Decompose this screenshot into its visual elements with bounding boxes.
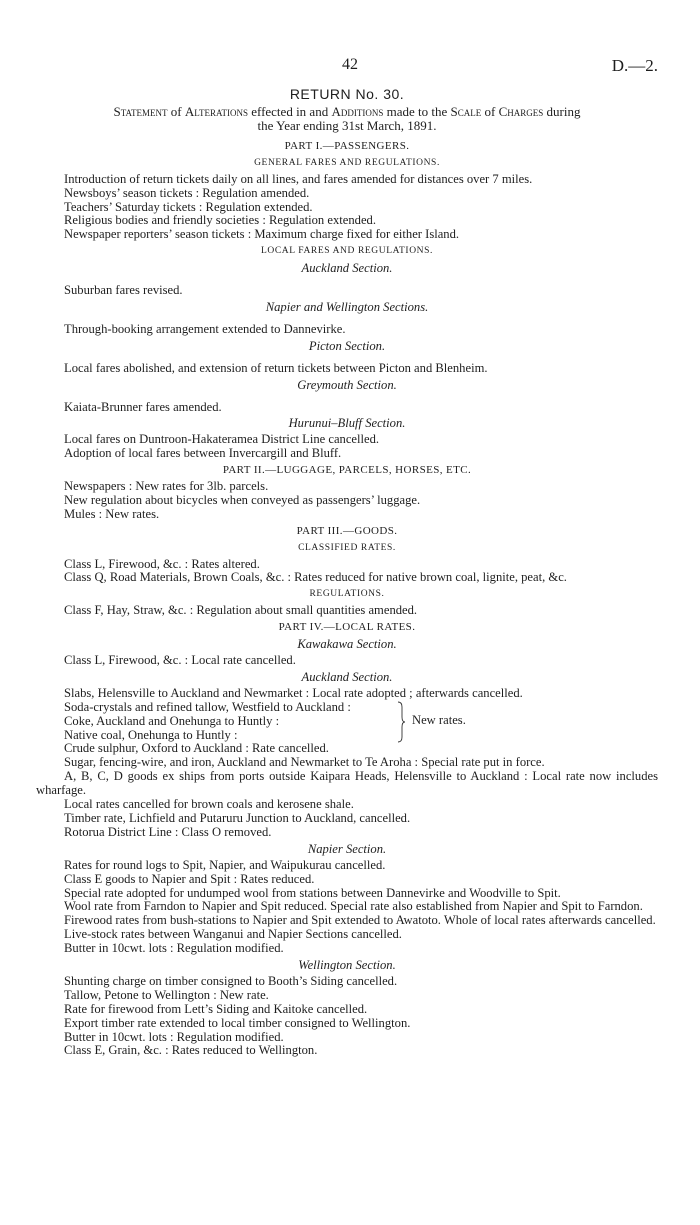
section-title-auckland: Auckland Section. [301, 261, 393, 276]
document-reference: D.—2. [611, 56, 658, 75]
section-title-kawakawa: Kawakawa Section. [297, 637, 397, 652]
list-item: A, B, C, D goods ex ships from ports outside Kaipara Heads, Helensville to Auckland : Local rate now includes wharfage. [36, 769, 658, 798]
list-item: Newspapers : New rates for 3lb. parcels. [64, 479, 269, 494]
list-item: Rate for firewood from Lett’s Siding and Kaitoke cancelled. [64, 1001, 368, 1016]
statement-word: Statement [113, 103, 168, 119]
regulations-heading: REGULATIONS. [309, 589, 385, 600]
local-fares-heading: LOCAL FARES AND REGULATIONS. [261, 246, 433, 257]
list-item: Live-stock rates between Wanganui and Napier Sections cancelled. [64, 927, 402, 942]
list-item: Class Q, Road Materials, Brown Coals, &c. : Rates reduced for native brown coal, lignite, peat, &c. [64, 570, 567, 585]
statement-line-2: the Year ending 31st March, 1891. [257, 118, 437, 134]
part-3-heading: PART III.—GOODS. [296, 524, 398, 537]
list-item: Class F, Hay, Straw, &c. : Regulation about small quantities amended. [64, 603, 418, 618]
curly-brace-icon [396, 701, 406, 743]
list-item: Suburban fares revised. [64, 283, 183, 298]
part-4-heading: PART IV.—LOCAL RATES. [278, 621, 416, 634]
list-item: Firewood rates from bush-stations to Napier and Spit extended to Awatoto. Whole of local rates afterwards cancelled. [64, 913, 656, 928]
statement-word: Additions [331, 103, 384, 119]
list-item: Slabs, Helensville to Auckland and Newmarket : Local rate adopted ; afterwards cancelled. [64, 685, 523, 700]
statement-text: of [170, 103, 182, 119]
page-number: 42 [342, 56, 358, 73]
list-item: Mules : New rates. [64, 506, 160, 521]
list-item: Adoption of local fares between Invercargill and Bluff. [64, 446, 342, 461]
list-item: Through-booking arrangement extended to Dannevirke. [64, 321, 346, 336]
statement-text: effected in and [251, 103, 329, 119]
statement-word: Charges [498, 103, 544, 119]
section-title-hurunui: Hurunui–Bluff Section. [288, 416, 406, 431]
list-item: Butter in 10cwt. lots : Regulation modified. [64, 1029, 284, 1044]
return-title: RETURN No. 30. [289, 86, 405, 102]
section-title-auckland-rates: Auckland Section. [301, 669, 393, 684]
statement-word: Scale [450, 103, 482, 119]
document-body [36, 88, 658, 1058]
section-title-napier-wellington: Napier and Wellington Sections. [265, 299, 429, 314]
part-1-heading: PART I.—PASSENGERS. [284, 139, 410, 152]
list-item: Local rates cancelled for brown coals and kerosene shale. [64, 797, 354, 812]
general-fares-heading: GENERAL FARES AND REGULATIONS. [254, 157, 440, 168]
section-title-napier: Napier Section. [307, 841, 387, 856]
classified-rates-heading: CLASSIFIED RATES. [298, 542, 396, 553]
section-title-wellington: Wellington Section. [298, 958, 396, 973]
list-item: Class E goods to Napier and Spit : Rates reduced. [64, 871, 315, 886]
list-item: Wool rate from Farndon to Napier and Spit reduced. Special rate also established from Napier and Spit to Farndon. [64, 899, 643, 914]
list-item: Rates for round logs to Spit, Napier, and Waipukurau cancelled. [64, 857, 386, 872]
statement-text: made to the [386, 103, 448, 119]
list-item: Native coal, Onehunga to Huntly : [64, 727, 238, 742]
list-item: New regulation about bicycles when conveyed as passengers’ luggage. [64, 492, 421, 507]
list-item: Butter in 10cwt. lots : Regulation modified. [64, 941, 284, 956]
list-item: Tallow, Petone to Wellington : New rate. [64, 987, 269, 1002]
list-item: Class L, Firewood, &c. : Local rate cancelled. [64, 653, 296, 667]
list-item: Religious bodies and friendly societies : Regulation extended. [64, 213, 376, 228]
list-item: Local fares abolished, and extension of return tickets between Picton and Blenheim. [64, 360, 488, 375]
section-title-picton: Picton Section. [308, 338, 386, 353]
section-title-greymouth: Greymouth Section. [297, 377, 397, 392]
list-item: Class E, Grain, &c. : Rates reduced to Wellington. [64, 1043, 318, 1058]
statement-word: Alterations [184, 103, 248, 119]
list-item: Coke, Auckland and Onehunga to Huntly : [64, 713, 280, 728]
list-item: Newsboys’ season tickets : Regulation amended. [64, 185, 310, 200]
list-item: Teachers’ Saturday tickets : Regulation extended. [64, 199, 313, 214]
list-item: Rotorua District Line : Class O removed. [64, 824, 272, 839]
list-item: Shunting charge on timber consigned to Booth’s Siding cancelled. [64, 973, 398, 988]
list-item: Kaiata-Brunner fares amended. [64, 399, 222, 414]
list-item: Export timber rate extended to local timber consigned to Wellington. [64, 1015, 411, 1030]
list-item: Sugar, fencing-wire, and iron, Auckland and Newmarket to Te Aroha : Special rate put in force. [64, 755, 545, 770]
list-item: Special rate adopted for undumped wool from stations between Dannevirke and Woodville to Spit. [64, 885, 561, 900]
bracketed-new-rates [36, 701, 658, 743]
list-item: Class L, Firewood, &c. : Rates altered. [64, 556, 260, 571]
list-item: Local fares on Duntroon-Hakateramea District Line cancelled. [64, 432, 380, 447]
list-item: Newspaper reporters’ season tickets : Maximum charge fixed for either Island. [64, 227, 460, 242]
statement-text: during [546, 103, 581, 119]
list-item: Crude sulphur, Oxford to Auckland : Rate cancelled. [64, 741, 329, 756]
list-item: Introduction of return tickets daily on all lines, and fares amended for distances over 7 miles. [64, 171, 533, 186]
statement-text: of [484, 103, 496, 119]
list-item: Soda-crystals and refined tallow, Westfield to Auckland : [64, 699, 351, 714]
part-2-heading: PART II.—LUGGAGE, PARCELS, HORSES, ETC. [222, 464, 472, 477]
brace-label: New rates. [412, 712, 466, 727]
statement-heading [36, 105, 658, 134]
page-header [0, 56, 700, 76]
list-item: Timber rate, Lichfield and Putaruru Junction to Auckland, cancelled. [64, 810, 411, 825]
